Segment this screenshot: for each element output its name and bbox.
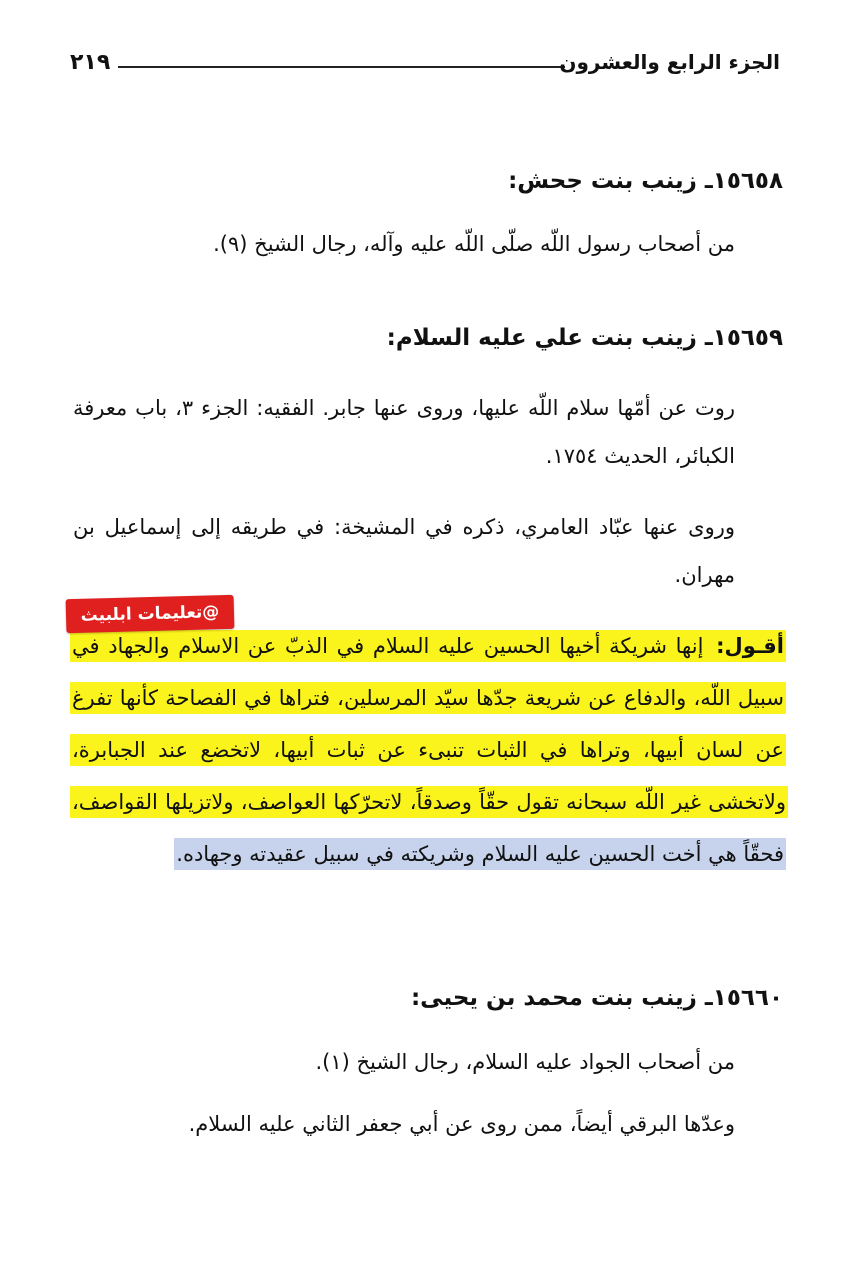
- entry-15658-paragraph-1: من أصحاب رسول اللّه صلّى اللّه عليه وآله، رجال الشيخ (٩).: [213, 232, 735, 256]
- page-header: [70, 48, 780, 80]
- entry-15659-paragraph-1: روت عن أمّها سلام اللّه عليها، وروى عنها جابر. الفقيه: الجزء ٣، باب معرفة الكبائر، الحديث ١٧٥٤.: [73, 396, 735, 468]
- volume-title: الجزء الرابع والعشرون: [559, 50, 780, 74]
- entry-15659-paragraph-2: وروى عنها عبّاد العامري، ذكره في المشيخة: في طريقه إلى إسماعيل بن مهران.: [73, 515, 735, 587]
- entry-15660-paragraph-2: وعدّها البرقي أيضاً، ممن روى عن أبي جعفر الثاني عليه السلام.: [188, 1112, 735, 1136]
- entry-heading-15659: ١٥٦٥٩ـ زينب بنت علي عليه السلام:: [386, 325, 783, 351]
- watermark-stamp: @تعليمات ابلبيث: [66, 595, 235, 633]
- commentary-highlight-yellow: إنها شريكة أخيها الحسين عليه السلام في الذبّ عن الاسلام والجهاد في سبيل اللّه، والدفاع عن شريعة جدّها سيّد المرسلين، فتراها في الفصاحة كأنها تفرغ عن لسان أبيها، وتراها في الثبات تنبىء عن ثبات أبيها، لاتخضع عند الجبابرة، ولاتخشى غير اللّه سبحانه تقول حقّاً وصدقاً، لاتحرّكها العواصف، ولاتزيلها القواصف،: [70, 630, 788, 818]
- commentary-paragraph: [70, 620, 786, 880]
- entry-heading-15658: ١٥٦٥٨ـ زينب بنت جحش:: [508, 168, 783, 194]
- commentary-highlight-blue: فحقّاً هي أخت الحسين عليه السلام وشريكته في سبيل عقيدته وجهاده.: [174, 838, 786, 870]
- commentary-lead: أقـول:: [714, 630, 786, 662]
- entry-15660-paragraph-1: من أصحاب الجواد عليه السلام، رجال الشيخ (١).: [315, 1050, 735, 1074]
- page-number: ٢١٩: [70, 50, 111, 75]
- entry-heading-15660: ١٥٦٦٠ـ زينب بنت محمد بن يحيى:: [410, 985, 783, 1011]
- header-rule: [118, 66, 565, 68]
